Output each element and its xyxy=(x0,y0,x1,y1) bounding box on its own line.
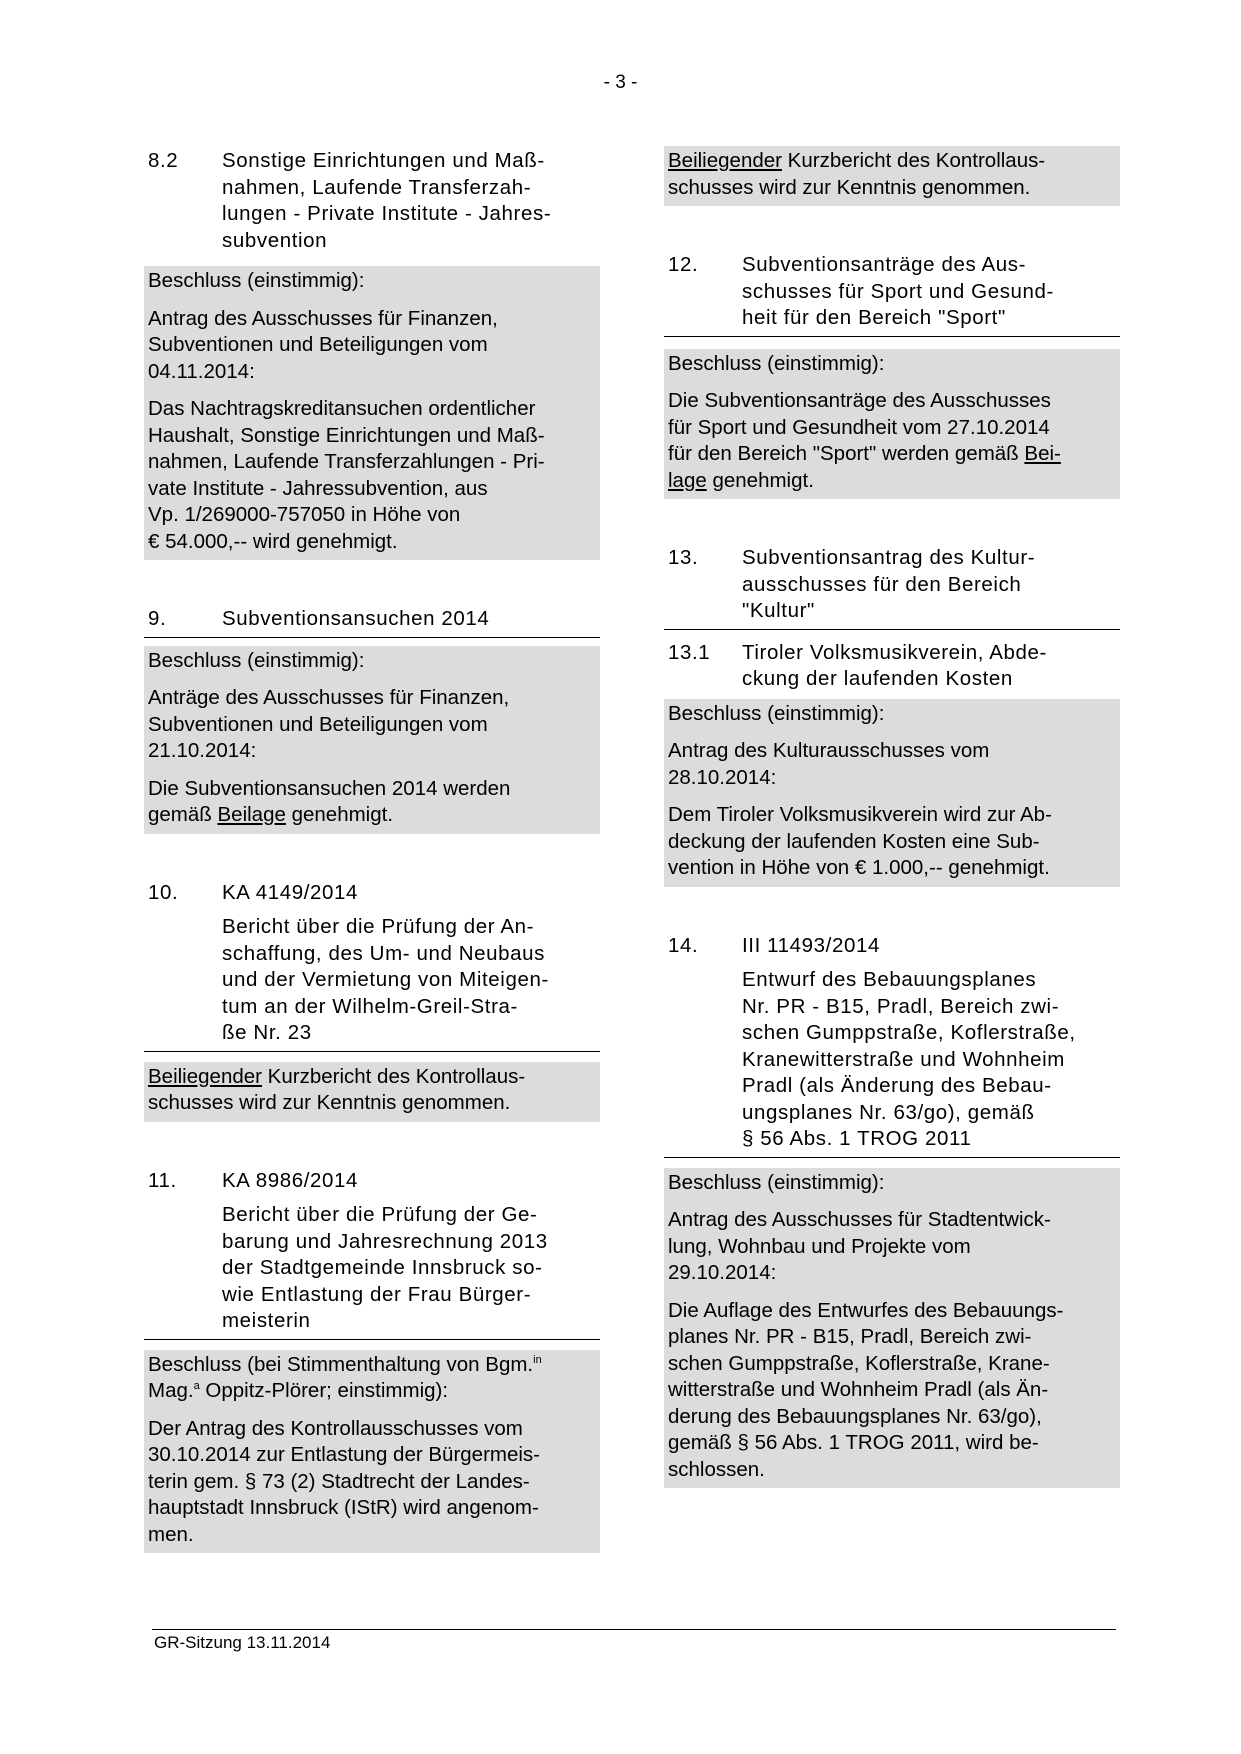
section-number: 8.2 xyxy=(148,149,179,172)
resolution-label: Beschluss (einstimmig): xyxy=(668,1170,885,1194)
footer-divider xyxy=(152,1629,1116,1630)
page-number: - 3 - xyxy=(603,72,638,93)
section-title: Subventionsantrag des Kultur- ausschusses für den Bereich "Kultur" xyxy=(742,546,1036,622)
motion-text: Anträge des Ausschusses für Finanzen, Subventionen und Beteiligungen vom 21.10.2014: xyxy=(148,686,510,762)
section-title: Entwurf des Bebauungsplanes Nr. PR - B15, Pradl, Bereich zwi- schen Gumppstraße, Koflerstraße, Kranewitterstraße und Wohnheim Pradl (als Änderung des Bebau- ungsplanes Nr. 63/go), gemäß § 56 Abs. 1 TROG 2011 xyxy=(742,968,1076,1150)
resolution-text: Das Nachtragskreditansuchen ordentlicher Haushalt, Sonstige Einrichtungen und Maß- nahmen, Laufende Transferzahlungen - Pri- vate Institute - Jahressubvention, aus Vp. 1/269000-757050 in Höhe von € 54.000,-- wird genehmigt. xyxy=(148,397,545,553)
attachment-link[interactable]: Bei- lage xyxy=(668,442,1061,492)
left-column xyxy=(144,148,600,1553)
resolution-box xyxy=(144,266,600,560)
section-11-heading xyxy=(144,1168,600,1195)
attachment-link[interactable]: Beilage xyxy=(217,803,286,826)
resolution-label xyxy=(148,1352,596,1405)
section-title: Bericht über die Prüfung der An- schaffung, des Um- und Neubaus und der Vermietung von Miteigen- tum an der Wilhelm-Greil-Stra- ße Nr. 23 xyxy=(222,915,549,1044)
resolution-label-part: Beschluss (bei Stimmenthaltung von Bgm. xyxy=(148,1352,534,1376)
attachment-link[interactable]: Beiliegender xyxy=(668,149,782,172)
resolution-box xyxy=(144,1062,600,1122)
section-reference: KA 8986/2014 xyxy=(222,1168,359,1192)
section-number: 14. xyxy=(668,933,699,957)
section-title: Subventionsansuchen 2014 xyxy=(222,607,490,630)
section-11-title-block xyxy=(144,1202,600,1340)
resolution-text: Dem Tiroler Volksmusikverein wird zur Ab- deckung der laufenden Kosten eine Sub- vention in Höhe von € 1.000,-- genehmigt. xyxy=(668,803,1052,879)
section-10-heading xyxy=(144,880,600,907)
resolution-label: Beschluss (einstimmig): xyxy=(668,701,885,725)
resolution-box xyxy=(144,1350,600,1554)
resolution-label-part: Oppitz-Plörer; einstimmig): xyxy=(205,1379,449,1402)
motion-text: Antrag des Ausschusses für Stadtentwick- lung, Wohnbau und Projekte vom 29.10.2014: xyxy=(668,1208,1051,1284)
motion-text: Antrag des Ausschusses für Finanzen, Subventionen und Beteiligungen vom 04.11.2014: xyxy=(148,306,498,383)
resolution-box xyxy=(664,146,1120,206)
section-number: 12. xyxy=(668,253,699,276)
section-reference: KA 4149/2014 xyxy=(222,880,359,904)
section-number: 10. xyxy=(148,880,179,904)
resolution-box xyxy=(664,1168,1120,1489)
resolution-text: Beiliegender Kurzbericht des Kontrollaus- schusses wird zur Kenntnis genommen. xyxy=(148,1064,526,1114)
section-number: 9. xyxy=(148,607,167,630)
superscript: in xyxy=(533,1353,542,1366)
section-14-heading xyxy=(664,933,1120,960)
motion-text: Antrag des Kulturausschusses vom 28.10.2014: xyxy=(668,739,990,789)
resolution-label: Beschluss (einstimmig): xyxy=(148,648,365,672)
footer-text: GR-Sitzung 13.11.2014 xyxy=(154,1633,331,1652)
section-title: Subventionsanträge des Aus- schusses für Sport und Gesund- heit für den Bereich "Sport" xyxy=(742,253,1054,329)
section-13-1-heading xyxy=(664,640,1120,693)
section-title: Tiroler Volksmusikverein, Abde- ckung der laufenden Kosten xyxy=(742,640,1047,690)
resolution-text: Die Auflage des Entwurfes des Bebauungs- planes Nr. PR - B15, Pradl, Bereich zwi- schen Gumppstraße, Koflerstraße, Krane- witterstraße und Wohnheim Pradl (als Än- derung des Bebauungsplanes Nr. 63/go), gemäß § 56 Abs. 1 TROG 2011, wird be- schlossen. xyxy=(668,1298,1064,1481)
resolution-label: Beschluss (einstimmig): xyxy=(668,351,885,375)
resolution-text: Der Antrag des Kontrollausschusses vom 30.10.2014 zur Entlastung der Bürgermeis- terin gem. § 73 (2) Stadtrecht der Landes- hauptstadt Innsbruck (IStR) wird angenom- men. xyxy=(148,1416,541,1546)
section-number: 13. xyxy=(668,546,699,569)
section-title: Sonstige Einrichtungen und Maß- nahmen, Laufende Transferzah- lungen - Private Institute - Jahres- subvention xyxy=(222,149,552,252)
resolution-text: Beiliegender Kurzbericht des Kontrollaus- schusses wird zur Kenntnis genommen. xyxy=(668,149,1046,199)
section-13-heading xyxy=(664,545,1120,630)
section-reference: III 11493/2014 xyxy=(742,933,880,957)
section-9-heading xyxy=(144,606,600,638)
superscript: a xyxy=(193,1380,200,1393)
resolution-text: Die Subventionsanträge des Ausschusses für Sport und Gesundheit vom 27.10.2014 für den Bereich "Sport" werden gemäß Bei- lage genehmigt. xyxy=(668,389,1061,492)
section-number: 11. xyxy=(148,1168,177,1192)
resolution-box xyxy=(664,699,1120,887)
resolution-text: Die Subventionsansuchen 2014 werden gemäß Beilage genehmigt. xyxy=(148,776,511,826)
attachment-link[interactable]: Beiliegender xyxy=(148,1064,262,1088)
section-8-2-heading xyxy=(144,148,600,254)
resolution-box xyxy=(664,349,1120,500)
section-10-title-block xyxy=(144,914,600,1052)
section-number: 13.1 xyxy=(668,640,711,664)
section-title: Bericht über die Prüfung der Ge- barung und Jahresrechnung 2013 der Stadtgemeinde Innsbruck so- wie Entlastung der Frau Bürger- meisterin xyxy=(222,1203,548,1332)
resolution-label-part: Mag. xyxy=(148,1379,194,1402)
resolution-box xyxy=(144,646,600,834)
section-14-title-block xyxy=(664,967,1120,1158)
right-column xyxy=(664,146,1120,1488)
resolution-label: Beschluss (einstimmig): xyxy=(148,269,365,292)
section-12-heading xyxy=(664,252,1120,337)
